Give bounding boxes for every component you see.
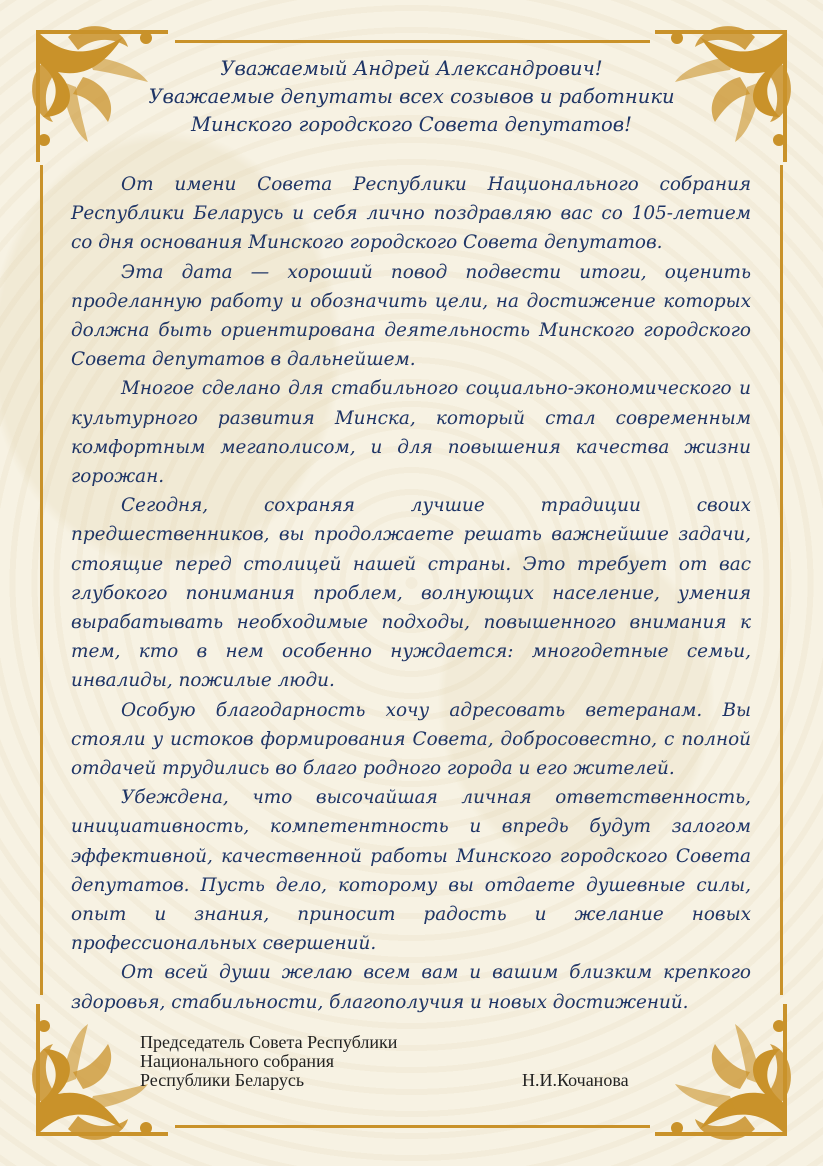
frame-bottom-line bbox=[175, 1125, 650, 1128]
body-paragraph: От имени Совета Республики Национального собрания Республики Беларусь и себя лично поздравляю вас со 105-летием со дня основания Минского городского Совета депутатов. bbox=[71, 174, 751, 254]
signatory-title-line-1: Председатель Совета Республики bbox=[140, 1032, 398, 1052]
frame-right-line bbox=[780, 165, 783, 995]
frame-left-line bbox=[40, 165, 43, 995]
frame-top-line bbox=[175, 40, 650, 43]
greeting-heading bbox=[120, 55, 703, 139]
body-paragraph: Сегодня, сохраняя лучшие традиции своих предшественников, вы продолжаете решать важнейшие задачи, стоящие перед столицей нашей страны. Это требует от вас глубокого понимания проблем, волнующих население, умения вырабатывать необходимые подходы, повышенного внимания к тем, кто в нем особенно нуждается: многодетные семьи, инвалиды, пожилые люди. bbox=[71, 495, 751, 692]
signatory-name: Н.И.Кочанова bbox=[522, 1070, 629, 1090]
greeting-line-1: Уважаемый Андрей Александрович! bbox=[220, 57, 603, 80]
body-paragraph: Особую благодарность хочу адресовать ветеранам. Вы стояли у истоков формирования Совета, добросовестно, с полной отдачей трудились во благо родного города и его жителей. bbox=[71, 699, 751, 780]
body-paragraph: От всей души желаю всем вам и вашим близким крепкого здоровья, стабильности, благополучия и новых достижений. bbox=[71, 962, 751, 1013]
body-paragraph: Многое сделано для стабильного социально-экономического и культурного развития Минска, который стал современным комфортным мегаполисом, и для повышения качества жизни горожан. bbox=[71, 378, 751, 488]
body-paragraph: Эта дата — хороший повод подвести итоги, оценить проделанную работу и обозначить цели, на достижение которых должна быть ориентирована деятельность Минского городского Совета депутатов в дальнейшем. bbox=[71, 261, 751, 371]
signatory-title-line-2: Национального собрания bbox=[140, 1051, 334, 1071]
greeting-line-3: Минского городского Совета депутатов! bbox=[191, 113, 632, 136]
body-paragraph: Убеждена, что высочайшая личная ответственность, инициативность, компетентность и впредь будут залогом эффективной, качественной работы Минского городского Совета депутатов. Пусть дело, которому вы отдаете душевные силы, опыт и знания, приносит радость и желание новых профессиональных свершений. bbox=[71, 787, 751, 955]
signatory-title-line-3: Республики Беларусь bbox=[140, 1070, 305, 1090]
greeting-line-2: Уважаемые депутаты всех созывов и работники bbox=[148, 85, 675, 108]
letter-body bbox=[71, 170, 751, 1017]
signature-block bbox=[140, 1033, 680, 1090]
